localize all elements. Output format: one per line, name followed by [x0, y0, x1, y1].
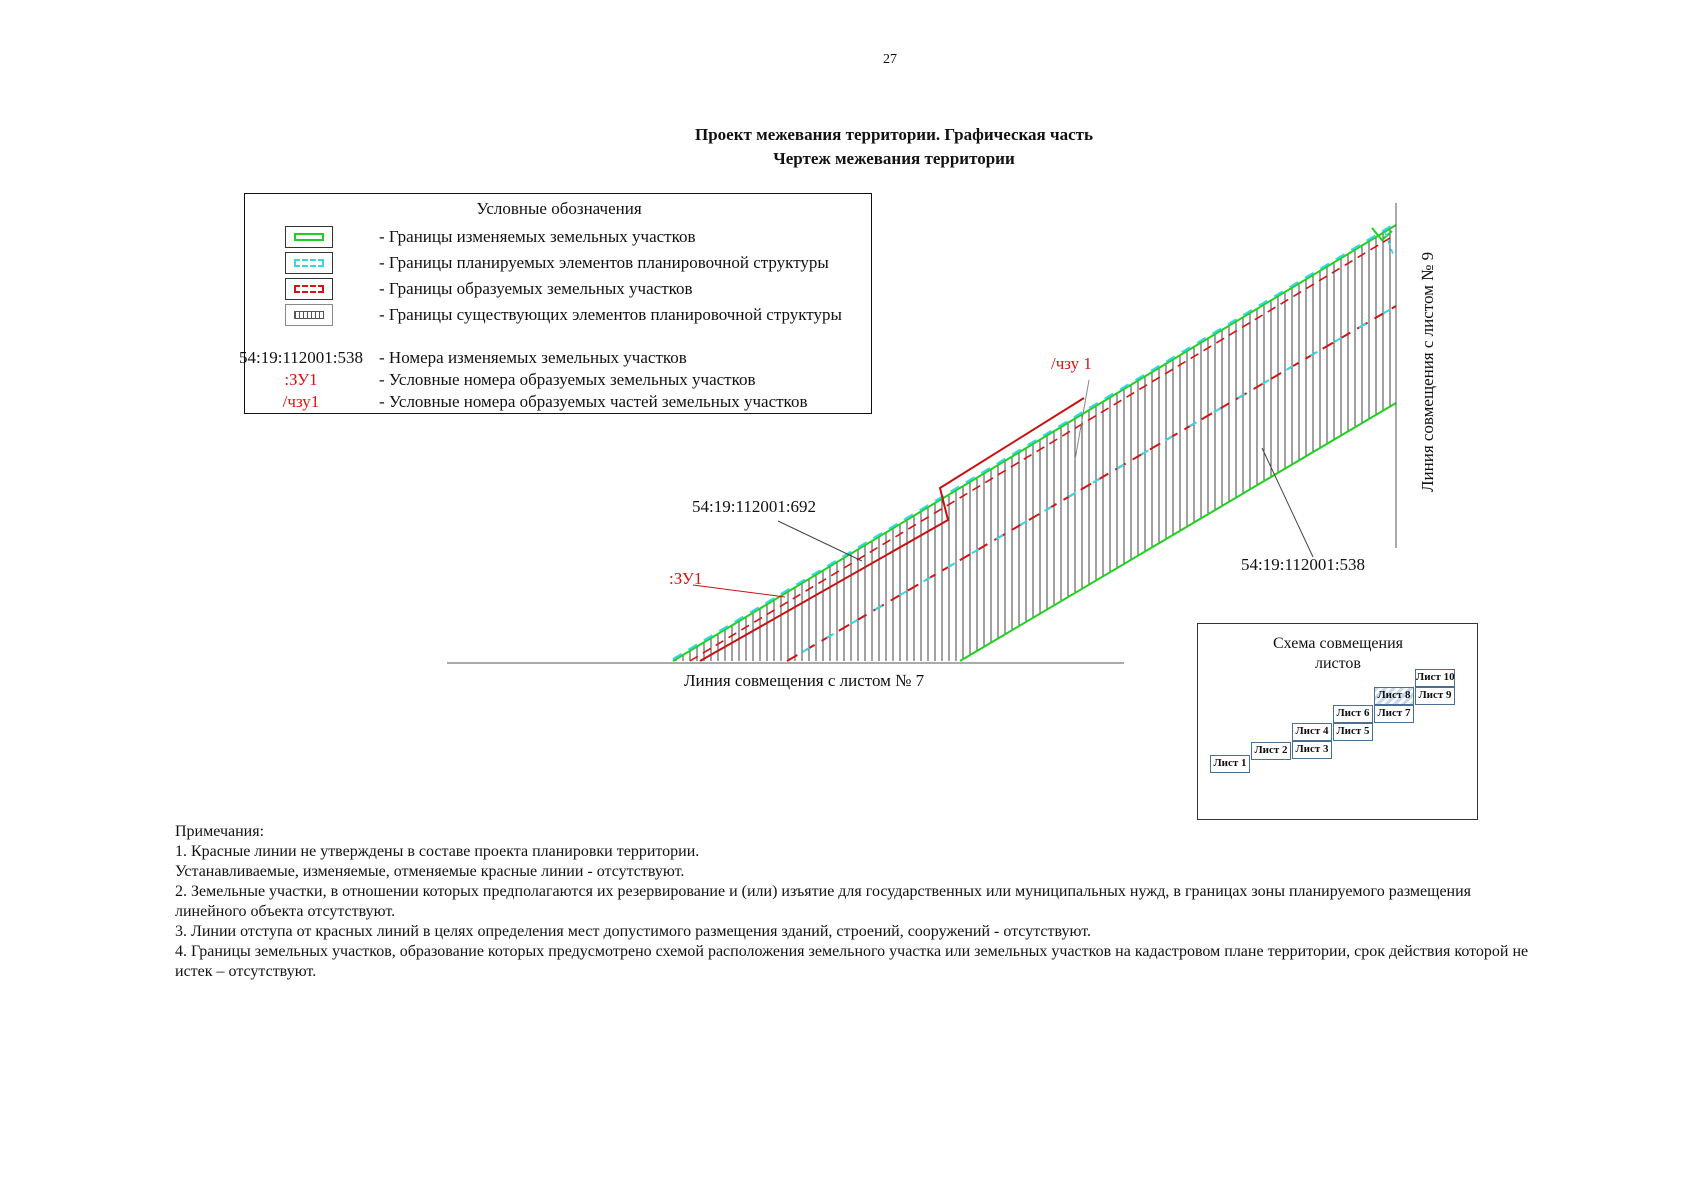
sheet-9[interactable]: Лист 9: [1415, 687, 1455, 705]
label-chzu1: /чзу 1: [1051, 354, 1092, 373]
label-parcel-538: 54:19:112001:538: [1241, 555, 1366, 574]
legend-code-text: - Условные номера образуемых частей земельных участков: [379, 392, 808, 411]
label-parcel-692: 54:19:112001:692: [692, 497, 817, 516]
leader-538: [1262, 448, 1313, 557]
scheme-title-line2: листов: [1315, 655, 1361, 672]
sheet-layout-scheme: [1197, 623, 1478, 820]
legend-item-text: - Границы образуемых земельных участков: [379, 279, 693, 298]
legend-item-text: - Границы существующих элементов планировочной структуры: [379, 305, 842, 324]
label-join-sheet-9: Линия совмещения с листом № 9: [1418, 251, 1437, 492]
legend-item-text: - Границы изменяемых земельных участков: [379, 227, 696, 246]
label-zu1: :ЗУ1: [669, 569, 703, 588]
legend-code-text: - Номера изменяемых земельных участков: [379, 348, 687, 367]
note-line: 2. Земельные участки, в отношении которых предполагаются их резервирование и (или) изъятие для государственных или муниципальных нужд, в границах зоны планируемого размещения линейного объекта отсутствуют.: [175, 883, 1472, 920]
notes-section: [175, 822, 1535, 982]
sheet-3[interactable]: Лист 3: [1292, 741, 1332, 759]
sheet-8[interactable]: Лист 8: [1374, 687, 1414, 705]
label-join-sheet-7: Линия совмещения с листом № 7: [684, 671, 925, 690]
legend-code: 54:19:112001:538: [238, 348, 364, 367]
leader-zu1: [693, 585, 785, 597]
note-line: 4. Границы земельных участков, образование которых предусмотрено схемой расположения земельного участка или земельных участков на кадастровом плане территории, срок действия которой не истек – отсутствуют.: [175, 943, 1529, 980]
legend-heading: Условные обозначения: [476, 199, 642, 218]
legend-code: :ЗУ1: [284, 370, 318, 389]
leader-692: [778, 521, 862, 561]
corner-detail-cyan: [1385, 232, 1393, 254]
page-number: 27: [883, 52, 897, 67]
sheet-6[interactable]: Лист 6: [1333, 705, 1373, 723]
note-line: 1. Красные линии не утверждены в составе проекта планировки территории.: [175, 843, 700, 860]
note-line: Устанавливаемые, изменяемые, отменяемые красные линии - отсутствуют.: [175, 863, 685, 880]
legend-code: /чзу1: [282, 392, 320, 411]
document-title: Проект межевания территории. Графическая часть: [695, 125, 1093, 144]
sheet-2[interactable]: Лист 2: [1251, 742, 1291, 760]
sheet-1[interactable]: Лист 1: [1210, 755, 1250, 773]
sheet-5[interactable]: Лист 5: [1333, 723, 1373, 741]
legend-code-text: - Условные номера образуемых земельных участков: [379, 370, 756, 389]
element-boundary-cyan: [673, 223, 1396, 659]
note-line: 3. Линии отступа от красных линий в целях определения мест допустимого размещения зданий, строений, сооружений - отсутствуют.: [175, 923, 1092, 940]
legend-item-text: - Границы планируемых элементов планировочной структуры: [379, 253, 829, 272]
parcel-boundary-green: [673, 225, 1396, 661]
drawing-title: Чертеж межевания территории: [773, 149, 1015, 168]
sheet-10[interactable]: Лист 10: [1415, 669, 1455, 687]
sheet-4[interactable]: Лист 4: [1292, 723, 1332, 741]
scheme-title-line1: Схема совмещения: [1272, 635, 1403, 652]
notes-heading: Примечания:: [175, 823, 265, 840]
sheet-7[interactable]: Лист 7: [1374, 705, 1414, 723]
